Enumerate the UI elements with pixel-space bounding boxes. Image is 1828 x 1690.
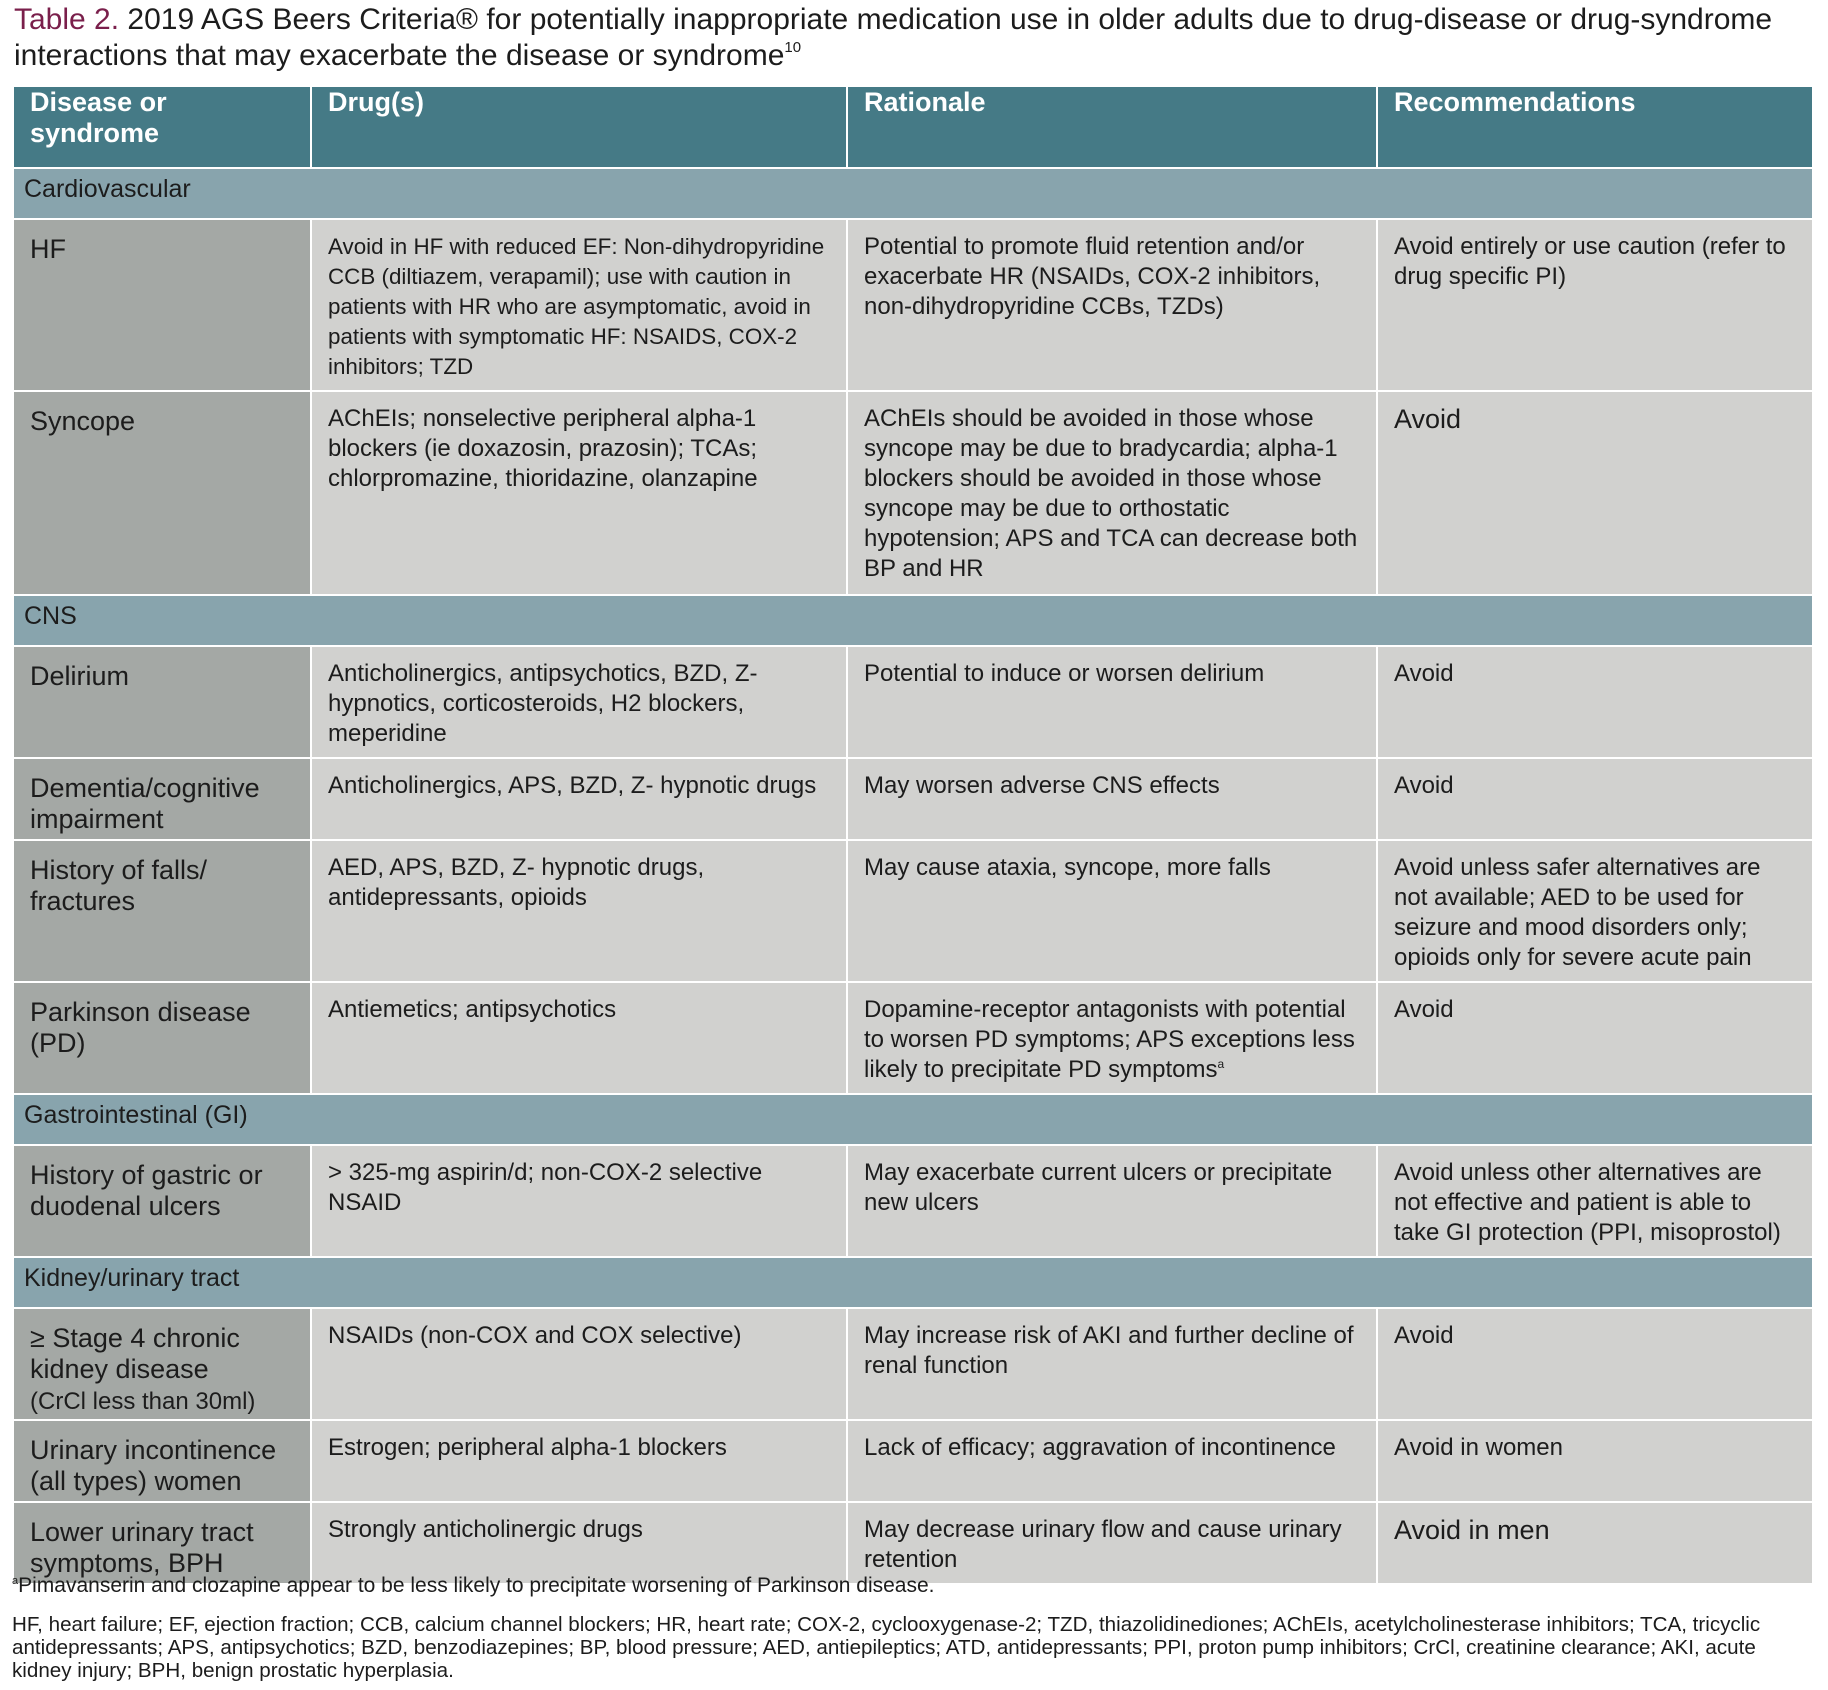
beers-criteria-table <box>12 85 1814 1585</box>
recommendation-cell: Avoid unless other alternatives are not effective and patient is able to take GI protection (PPI, misoprostol) <box>1377 1145 1813 1257</box>
drugs-cell: NSAIDs (non-COX and COX selective) <box>311 1308 847 1420</box>
rationale-text: Dopamine-receptor antagonists with potential to worsen PD symptoms; APS exceptions less likely to precipitate PD symptoms <box>864 996 1355 1083</box>
table-row <box>13 219 1813 391</box>
table-row <box>13 646 1813 758</box>
rationale-cell: May worsen adverse CNS effects <box>847 758 1377 840</box>
section-cardiovascular: Cardiovascular <box>13 168 1813 219</box>
rationale-cell: May cause ataxia, syncope, more falls <box>847 840 1377 982</box>
disease-cell: Delirium <box>13 646 311 758</box>
rationale-cell: May exacerbate current ulcers or precipitate new ulcers <box>847 1145 1377 1257</box>
rationale-cell: Lack of efficacy; aggravation of incontinence <box>847 1420 1377 1502</box>
disease-cell: Dementia/cognitive impairment <box>13 758 311 840</box>
table-row <box>13 758 1813 840</box>
section-row <box>13 168 1813 219</box>
rationale-cell: May increase risk of AKI and further decline of renal function <box>847 1308 1377 1420</box>
footnote-mark: a <box>12 1575 19 1587</box>
disease-cell: History of falls/ fractures <box>13 840 311 982</box>
recommendation-cell: Avoid <box>1377 982 1813 1094</box>
rationale-cell: May decrease urinary flow and cause urinary retention <box>847 1502 1377 1584</box>
header-recommendations: Recommendations <box>1377 86 1813 168</box>
drugs-cell: Antiemetics; antipsychotics <box>311 982 847 1094</box>
section-cns: CNS <box>13 595 1813 646</box>
disease-cell: Lower urinary tract symptoms, BPH <box>13 1502 311 1584</box>
drugs-cell: Strongly anticholinergic drugs <box>311 1502 847 1584</box>
recommendation-cell: Avoid entirely or use caution (refer to drug specific PI) <box>1377 219 1813 391</box>
table-title <box>14 2 1814 74</box>
table-row <box>13 391 1813 595</box>
drugs-cell: Anticholinergics, APS, BZD, Z- hypnotic drugs <box>311 758 847 840</box>
disease-cell: Urinary incontinence (all types) women <box>13 1420 311 1502</box>
drugs-cell: AChEIs; nonselective peripheral alpha-1 blockers (ie doxazosin, prazosin); TCAs; chlorpromazine, thioridazine, olanzapine <box>311 391 847 595</box>
table-title-ref: 10 <box>784 39 802 56</box>
header-drugs: Drug(s) <box>311 86 847 168</box>
table-row <box>13 1420 1813 1502</box>
section-gastrointestinal: Gastrointestinal (GI) <box>13 1094 1813 1145</box>
recommendation-cell: Avoid in men <box>1377 1502 1813 1584</box>
disease-cell: History of gastric or duodenal ulcers <box>13 1145 311 1257</box>
rationale-cell: Potential to induce or worsen delirium <box>847 646 1377 758</box>
footnote <box>12 1573 1812 1599</box>
footnote-marker: a <box>1217 1057 1225 1071</box>
drugs-cell: AED, APS, BZD, Z- hypnotic drugs, antidepressants, opioids <box>311 840 847 982</box>
header-row <box>13 86 1813 168</box>
recommendation-cell: Avoid <box>1377 646 1813 758</box>
drugs-cell: Anticholinergics, antipsychotics, BZD, Z-hypnotics, corticosteroids, H2 blockers, meperidine <box>311 646 847 758</box>
section-row <box>13 595 1813 646</box>
header-disease: Disease or syndrome <box>13 86 311 168</box>
drugs-cell: > 325-mg aspirin/d; non-COX-2 selective NSAID <box>311 1145 847 1257</box>
recommendation-cell: Avoid <box>1377 1308 1813 1420</box>
recommendation-cell: Avoid <box>1377 391 1813 595</box>
table-row <box>13 1145 1813 1257</box>
table-title-text: 2019 AGS Beers Criteria® for potentially inappropriate medication use in older adults due to drug-disease or drug-syndrome interactions that may exacerbate the disease or syndrome <box>14 3 1773 72</box>
header-rationale: Rationale <box>847 86 1377 168</box>
disease-text: ≥ Stage 4 chronic kidney disease <box>30 1323 240 1384</box>
section-row <box>13 1094 1813 1145</box>
disease-cell: Parkinson disease (PD) <box>13 982 311 1094</box>
drugs-cell: Estrogen; peripheral alpha-1 blockers <box>311 1420 847 1502</box>
abbreviations-note: HF, heart failure; EF, ejection fraction; CCB, calcium channel blockers; HR, heart rate; COX-2, cyclooxygenase-2; TZD, thiazolidinediones; AChEIs, acetylcholinesterase inhibitors; TCA, tricyclic antidepressants; APS, antipsychotics; BZD, benzodiazepines; BP, blood pressure; AED, antiepileptics; ATD, antidepressants; PPI, proton pump inhibitors; CrCl, creatinine clearance; AKI, acute kidney injury; BPH, benign prostatic hyperplasia. <box>12 1613 1761 1682</box>
recommendation-cell: Avoid unless safer alternatives are not available; AED to be used for seizure and mood disorders only; opioids only for severe acute pain <box>1377 840 1813 982</box>
drugs-cell: Avoid in HF with reduced EF: Non-dihydropyridine CCB (diltiazem, verapamil); use with caution in patients with HR who are asymptomatic, avoid in patients with symptomatic HF: NSAIDS, COX-2 inhibitors; TZD <box>311 219 847 391</box>
recommendation-cell: Avoid <box>1377 758 1813 840</box>
footnote-text: Pimavanserin and clozapine appear to be less likely to precipitate worsening of Parkinson disease. <box>18 1574 935 1597</box>
table-row <box>13 840 1813 982</box>
rationale-cell: AChEIs should be avoided in those whose syncope may be due to bradycardia; alpha-1 blockers should be avoided in those whose syncope may be due to orthostatic hypotension; APS and TCA can decrease both BP and HR <box>847 391 1377 595</box>
table-row <box>13 1308 1813 1420</box>
disease-cell: Syncope <box>13 391 311 595</box>
section-row <box>13 1257 1813 1308</box>
section-kidney-urinary: Kidney/urinary tract <box>13 1257 1813 1308</box>
table-title-lead: Table 2. <box>14 3 120 36</box>
recommendation-cell: Avoid in women <box>1377 1420 1813 1502</box>
rationale-cell <box>847 982 1377 1094</box>
disease-cell <box>13 1308 311 1420</box>
disease-note: (CrCl less than 30ml) <box>30 1388 256 1415</box>
table-row <box>13 1502 1813 1584</box>
rationale-cell: Potential to promote fluid retention and/or exacerbate HR (NSAIDs, COX-2 inhibitors, non-dihydropyridine CCBs, TZDs) <box>847 219 1377 391</box>
disease-cell: HF <box>13 219 311 391</box>
table-row <box>13 982 1813 1094</box>
